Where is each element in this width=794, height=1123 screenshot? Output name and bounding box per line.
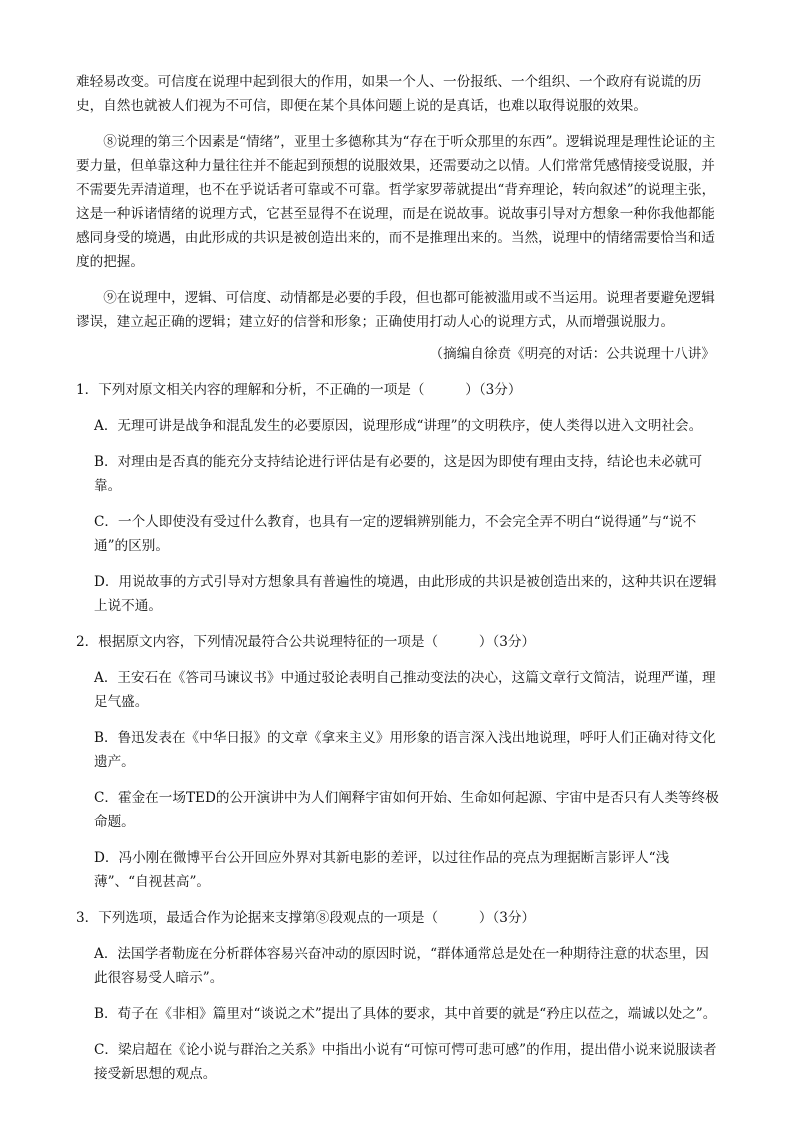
question-2	[76, 630, 721, 894]
option-a: A．法国学者勒庞在分析群体容易兴奋冲动的原因时说，“群体通常总是处在一种期待注意的状态里，因此很容易受人暗示”。	[94, 946, 709, 986]
option-b: B．对理由是否真的能充分支持结论进行评估是有必要的，这是因为即使有理由支持，结论也未必就可靠。	[94, 454, 703, 494]
article-source: （摘编自徐贲《明亮的对话：公共说理十八讲》	[429, 346, 715, 362]
option-a: A．无理可讲是战争和混乱发生的必要原因，说理形成“讲理”的文明秩序，使人类得以进入文明社会。	[94, 418, 703, 434]
document-page	[76, 70, 721, 1086]
question-1	[76, 378, 721, 618]
article-paragraph-8: ⑧说理的第三个因素是“情绪”，亚里士多德称其为“存在于听众那里的东西”。逻辑说理是理性论证的主要力量，但单靠这种力量往往并不能起到预想的说服效果，还需要动之以情。人们常常凭感情接受说服，并不需要先弄清道理，也不在乎说话者可靠或不可靠。哲学家罗蒂就提出“背弃理论，转向叙述”的说理主张，这是一种诉诸情绪的说理方式，它甚至显得不在说理，而是在说故事。说故事引导对方想象一种你我他都能感同身受的境遇，由此形成的共识是被创造出来的，而不是推理出来的。当然，说理中的情绪需要恰当和适度的把握。	[76, 134, 716, 270]
question-stem: 2．根据原文内容，下列情况最符合公共说理特征的一项是（ ）（3分）	[76, 634, 536, 650]
article-paragraph-continued: 难轻易改变。可信度在说理中起到很大的作用，如果一个人、一份报纸、一个组织、一个政府有说谎的历史，自然也就被人们视为不可信，即便在某个具体问题上说的是真话，也难以取得说服的效果。	[76, 74, 702, 114]
option-b: B．荀子在《非相》篇里对“谈说之术”提出了具体的要求，其中首要的就是“矜庄以莅之，端诚以处之”。	[94, 1006, 717, 1022]
option-a: A．王安石在《答司马谏议书》中通过驳论表明自己推动变法的决心，这篇文章行文简洁，说理严谨，理足气盛。	[94, 670, 716, 710]
question-stem: 1．下列对原文相关内容的理解和分析，不正确的一项是（ ）（3分）	[76, 382, 522, 398]
option-d: D．用说故事的方式引导对方想象具有普遍性的境遇，由此形成的共识是被创造出来的，这种共识在逻辑上说不通。	[94, 574, 717, 614]
option-c: C．梁启超在《论小说与群治之关系》中指出小说有“可惊可愕可悲可感”的作用，提出借小说来说服读者接受新思想的观点。	[94, 1042, 717, 1082]
option-c: C．霍金在一场TED的公开演讲中为人们阐释宇宙如何开始、生命如何起源、宇宙中是否只有人类等终极命题。	[94, 790, 719, 830]
option-b: B．鲁迅发表在《中华日报》的文章《拿来主义》用形象的语言深入浅出地说理，呼吁人们正确对待文化遗产。	[94, 730, 716, 770]
article-paragraph-9: ⑨在说理中，逻辑、可信度、动情都是必要的手段，但也都可能被滥用或不当运用。说理者要避免逻辑谬误，建立起正确的逻辑；建立好的信誉和形象；正确使用打动人心的说理方式，从而增强说服力。	[76, 290, 715, 330]
option-d: D．冯小刚在微博平台公开回应外界对其新电影的差评，以过往作品的亮点为理据断言影评人“浅薄”、“自视甚高”。	[94, 850, 670, 890]
option-c: C．一个人即使没有受过什么教育，也具有一定的逻辑辨别能力，不会完全弄不明白“说得通”与“说不通”的区别。	[94, 514, 697, 554]
question-stem: 3．下列选项，最适合作为论据来支撑第⑧段观点的一项是（ ）（3分）	[76, 910, 536, 926]
question-3	[76, 906, 721, 1086]
